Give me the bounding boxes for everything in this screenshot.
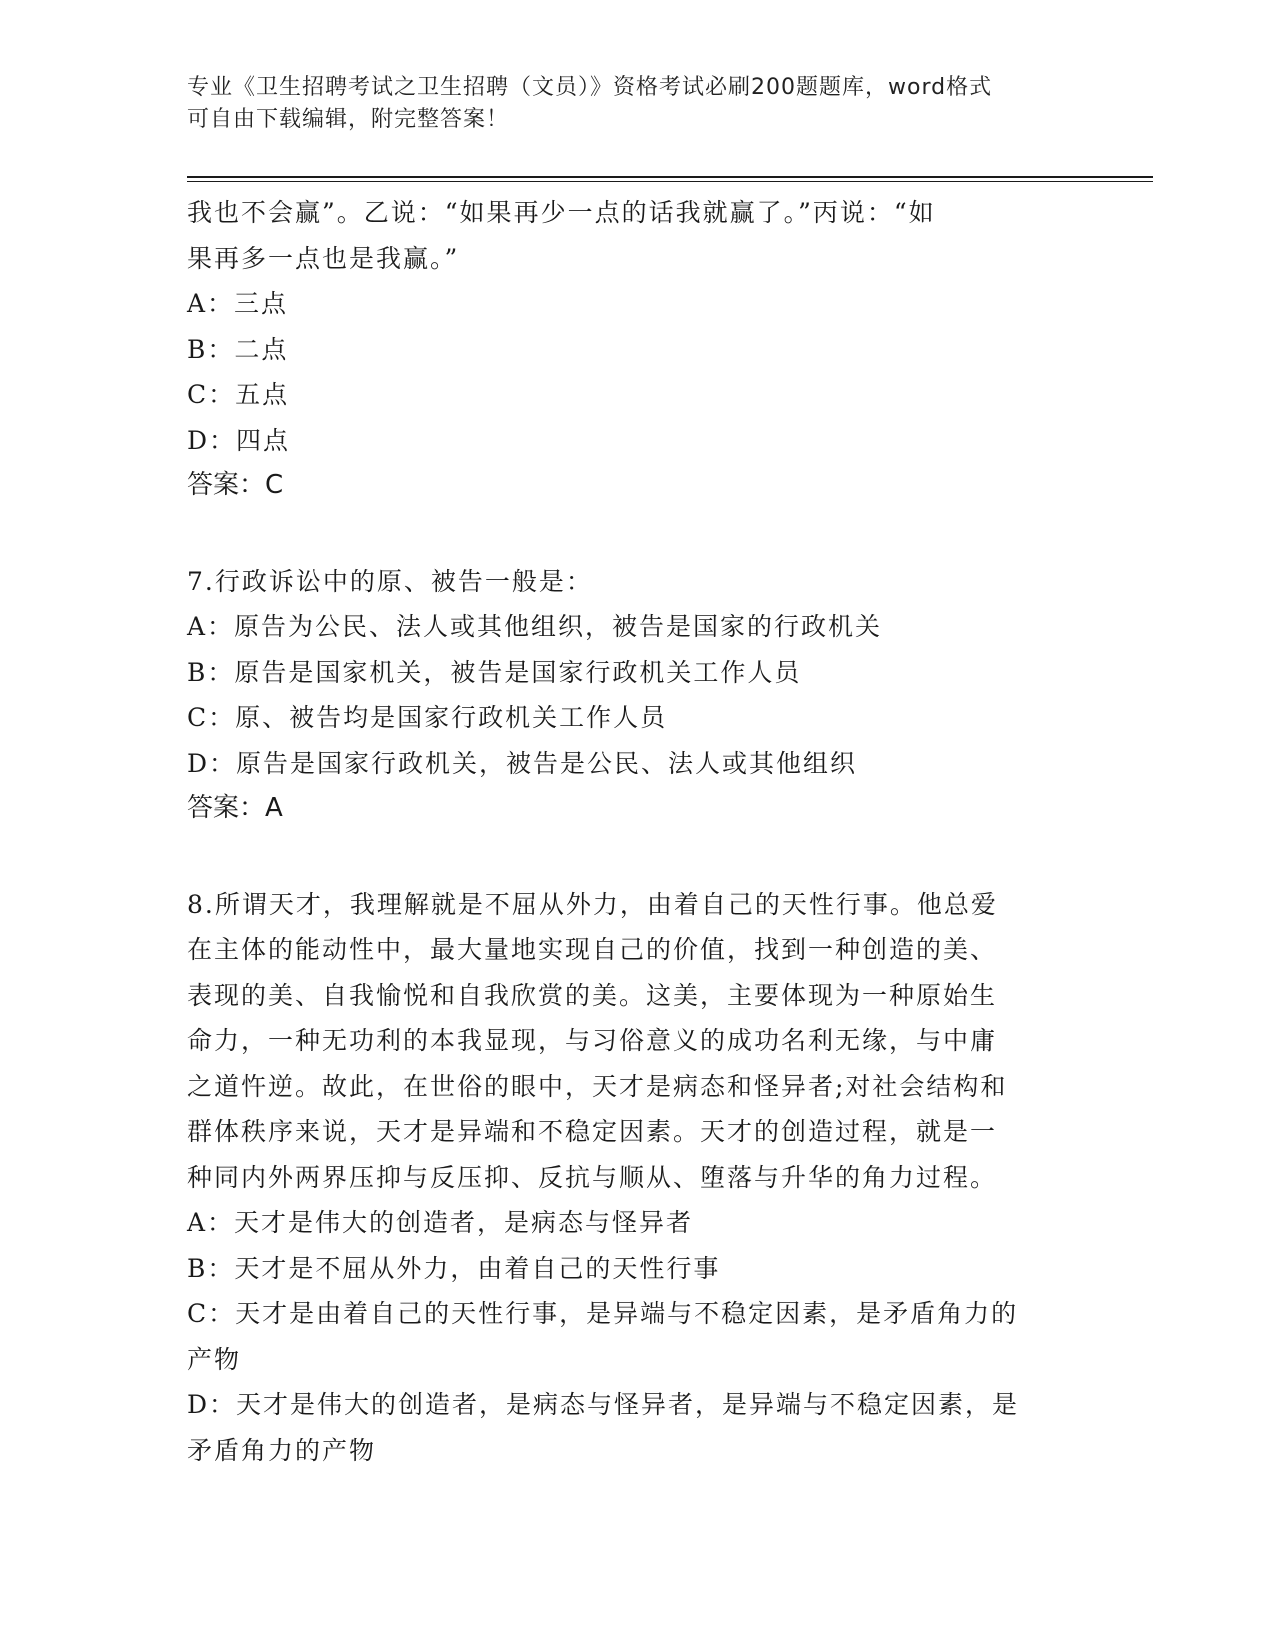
question-6-option-a: A：三点 bbox=[187, 289, 289, 318]
question-spacer bbox=[187, 832, 1087, 882]
question-spacer bbox=[187, 509, 1087, 559]
question-8-option-b: B：天才是不屈从外力，由着自己的天性行事 bbox=[187, 1253, 721, 1283]
question-8 bbox=[187, 882, 1087, 1474]
question-8-stem-line: 8.所谓天才，我理解就是不屈从外力，由着自己的天性行事。他总爱 bbox=[187, 889, 998, 919]
question-6-option-c: C：五点 bbox=[187, 380, 290, 409]
question-8-stem-line: 表现的美、自我愉悦和自我欣赏的美。这美，主要体现为一种原始生 bbox=[187, 980, 998, 1010]
question-8-stem-line: 命力，一种无功利的本我显现，与习俗意义的成功名利无缘，与中庸 bbox=[187, 1026, 998, 1055]
document-body bbox=[187, 190, 1087, 1473]
question-7-stem: 7.行政诉讼中的原、被告一般是： bbox=[187, 566, 593, 596]
question-7-option-c: C：原、被告均是国家行政机关工作人员 bbox=[187, 703, 668, 732]
header-divider-thin bbox=[187, 181, 1153, 182]
question-6-stem-line-2: 果再多一点也是我赢。” bbox=[187, 243, 460, 273]
question-7 bbox=[187, 559, 1087, 832]
question-8-option-d-line-2: 矛盾角力的产物 bbox=[187, 1435, 377, 1465]
question-8-stem-line: 群体秩序来说，天才是异端和不稳定因素。天才的创造过程，就是一 bbox=[187, 1117, 998, 1146]
question-7-option-b: B：原告是国家机关，被告是国家行政机关工作人员 bbox=[187, 657, 802, 687]
question-6-stem-line-1: 我也不会赢”。乙说：“如果再少一点的话我就赢了。”丙说：“如 bbox=[187, 198, 936, 227]
page-header bbox=[187, 72, 1067, 136]
header-divider-thick bbox=[187, 176, 1153, 178]
question-6-option-d: D：四点 bbox=[187, 425, 291, 455]
question-8-stem-line: 之道忤逆。故此，在世俗的眼中，天才是病态和怪异者;对社会结构和 bbox=[187, 1071, 1008, 1101]
question-7-option-a: A：原告为公民、法人或其他组织，被告是国家的行政机关 bbox=[187, 612, 883, 641]
question-6-answer: 答案：C bbox=[187, 470, 284, 500]
question-8-stem-line: 种同内外两界压抑与反压抑、反抗与顺从、堕落与升华的角力过程。 bbox=[187, 1162, 998, 1192]
question-7-option-d: D：原告是国家行政机关，被告是公民、法人或其他组织 bbox=[187, 748, 858, 778]
question-8-option-c-line-1: C：天才是由着自己的天性行事，是异端与不稳定因素，是矛盾角力的 bbox=[187, 1299, 1019, 1328]
question-8-option-a: A：天才是伟大的创造者，是病态与怪异者 bbox=[187, 1208, 694, 1237]
question-7-answer: 答案：A bbox=[187, 793, 283, 823]
question-8-option-c-line-2: 产物 bbox=[187, 1344, 242, 1374]
question-8-option-d-line-1: D：天才是伟大的创造者，是病态与怪异者，是异端与不稳定因素，是 bbox=[187, 1390, 1020, 1419]
header-title-line-1: 专业《卫生招聘考试之卫生招聘（文员）》资格考试必刷200题题库，word格式 bbox=[187, 75, 993, 100]
question-8-stem-line: 在主体的能动性中，最大量地实现自己的价值，找到一种创造的美、 bbox=[187, 935, 998, 964]
question-6 bbox=[187, 190, 1087, 509]
question-6-option-b: B：二点 bbox=[187, 334, 289, 364]
header-title-line-2: 可自由下载编辑，附完整答案！ bbox=[187, 107, 510, 132]
